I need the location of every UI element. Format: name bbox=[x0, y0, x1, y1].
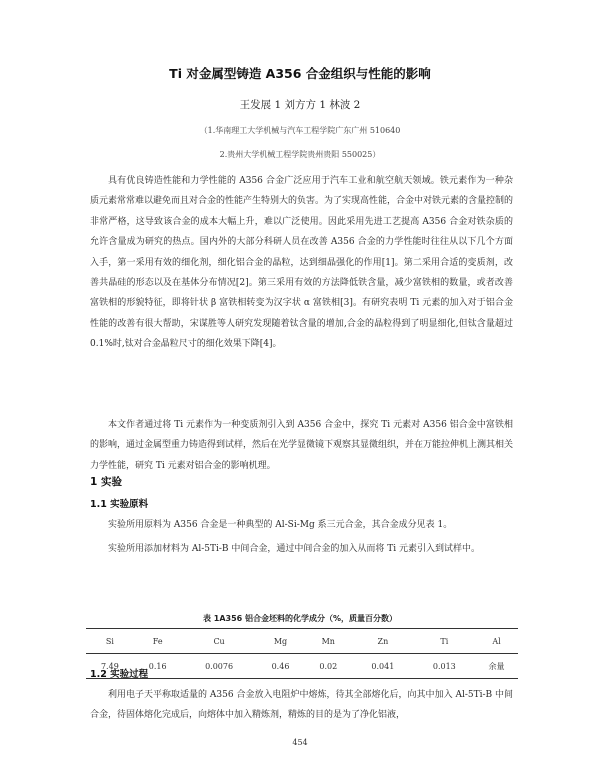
materials-text-2 bbox=[90, 539, 513, 559]
table-header-cell: Fe bbox=[134, 629, 182, 654]
affiliation-2: 2.贵州大学机械工程学院贵州贵阳 550025） bbox=[219, 150, 381, 159]
table-header-cell: Cu bbox=[182, 629, 257, 654]
table-caption: 表 1A356 铝合金坯料的化学成分（%，质量百分数） bbox=[202, 614, 398, 623]
author-line: 王发展 1 刘方方 1 林波 2 bbox=[239, 99, 361, 111]
table-cell: 0.013 bbox=[414, 654, 475, 679]
table-header-cell: Mg bbox=[257, 629, 305, 654]
materials-paragraph-1: 实验所用原料为 A356 合金是一种典型的 Al-Si-Mg 系三元合金，其合金成分见表 1。 bbox=[108, 520, 453, 530]
intro-section-2 bbox=[90, 415, 513, 476]
affiliation-1: （1.华南理工大学机械与汽车工程学院广东广州 510640 bbox=[199, 126, 401, 135]
table-row bbox=[86, 654, 518, 679]
table-cell: 0.0076 bbox=[182, 654, 257, 679]
table-cell: 0.16 bbox=[134, 654, 182, 679]
table-header-cell: Mn bbox=[304, 629, 352, 654]
table-header-cell: Si bbox=[86, 629, 134, 654]
table-cell: 7.49 bbox=[86, 654, 134, 679]
table-cell: 0.46 bbox=[257, 654, 305, 679]
section-heading-experiment: 1 实验 bbox=[90, 476, 122, 488]
process-text bbox=[90, 685, 513, 726]
paper-title: Ti 对金属型铸造 A356 合金组织与性能的影响 bbox=[169, 66, 431, 81]
page-number: 454 bbox=[292, 738, 308, 747]
materials-text-1 bbox=[90, 515, 513, 535]
table-cell: 0.041 bbox=[352, 654, 413, 679]
table-cell: 余量 bbox=[475, 654, 518, 679]
intro-paragraph-2: 本文作者通过将 Ti 元素作为一种变质剂引入到 A356 合金中，探究 Ti 元素对 A356 铝合金中富铁相的影响，通过金属型重力铸造得到试样，然后在光学显微镜下观察其显微组织，并在万能拉伸机上测其相关力学性能，研究 Ti 元素对铝合金的影响机理。 bbox=[90, 420, 514, 471]
table-header-cell: Ti bbox=[414, 629, 475, 654]
table-header-cell: Zn bbox=[352, 629, 413, 654]
composition-table bbox=[86, 628, 518, 679]
process-paragraph: 利用电子天平称取适量的 A356 合金放入电阻炉中熔炼，待其全部熔化后，向其中加入 Al-5Ti-B 中间合金，待固体熔化完成后，向熔体中加入精炼剂，精炼的目的是为了净化铝液， bbox=[90, 690, 513, 721]
intro-paragraph-1: 具有优良铸造性能和力学性能的 A356 合金广泛应用于汽车工业和航空航天领域。铁元素作为一种杂质元素常常难以避免而且对合金的性能产生特别大的负害。为了实现高性能，合金中对铁元素的含量控制的非常严格，这导致该合金的成本大幅上升，难以广泛使用。因此采用先进工艺提高 A356 合金对铁杂质的允许含量成为研究的热点。国内外的大部分科研人员在改善 A356 合金的力学性能时往往从以下几个方面入手，第一采用有效的细化剂，细化铝合金的晶粒，达到细晶强化的作用[1]。第二采用合适的变质剂，改善共晶硅的形态以及在基体分布情况[2]。第三采用有效的方法降低铁含量，减少富铁相的数量，或者改善富铁相的形貌特征，即将针状 β 富铁相转变为汉字状 α 富铁相[3]。有研究表明 Ti 元素的加入对于铝合金性能的改善有很大帮助，宋谋胜等人研究发现随着钛含量的增加,合金的晶粒得到了明显细化,但钛含量超过 0.1%时,钛对合金晶粒尺寸的细化效果下降[4]。 bbox=[90, 176, 514, 350]
table-cell: 0.02 bbox=[304, 654, 352, 679]
subsection-heading-materials: 1.1 实验原料 bbox=[90, 499, 149, 510]
subsection-heading-process: 1.2 实验过程 bbox=[90, 669, 149, 680]
materials-paragraph-2: 实验所用添加材料为 Al-5Ti-B 中间合金，通过中间合金的加入从而将 Ti 元素引入到试样中。 bbox=[108, 544, 481, 554]
intro-section bbox=[90, 171, 513, 355]
table-header-cell: Al bbox=[475, 629, 518, 654]
table-header-row bbox=[86, 629, 518, 654]
